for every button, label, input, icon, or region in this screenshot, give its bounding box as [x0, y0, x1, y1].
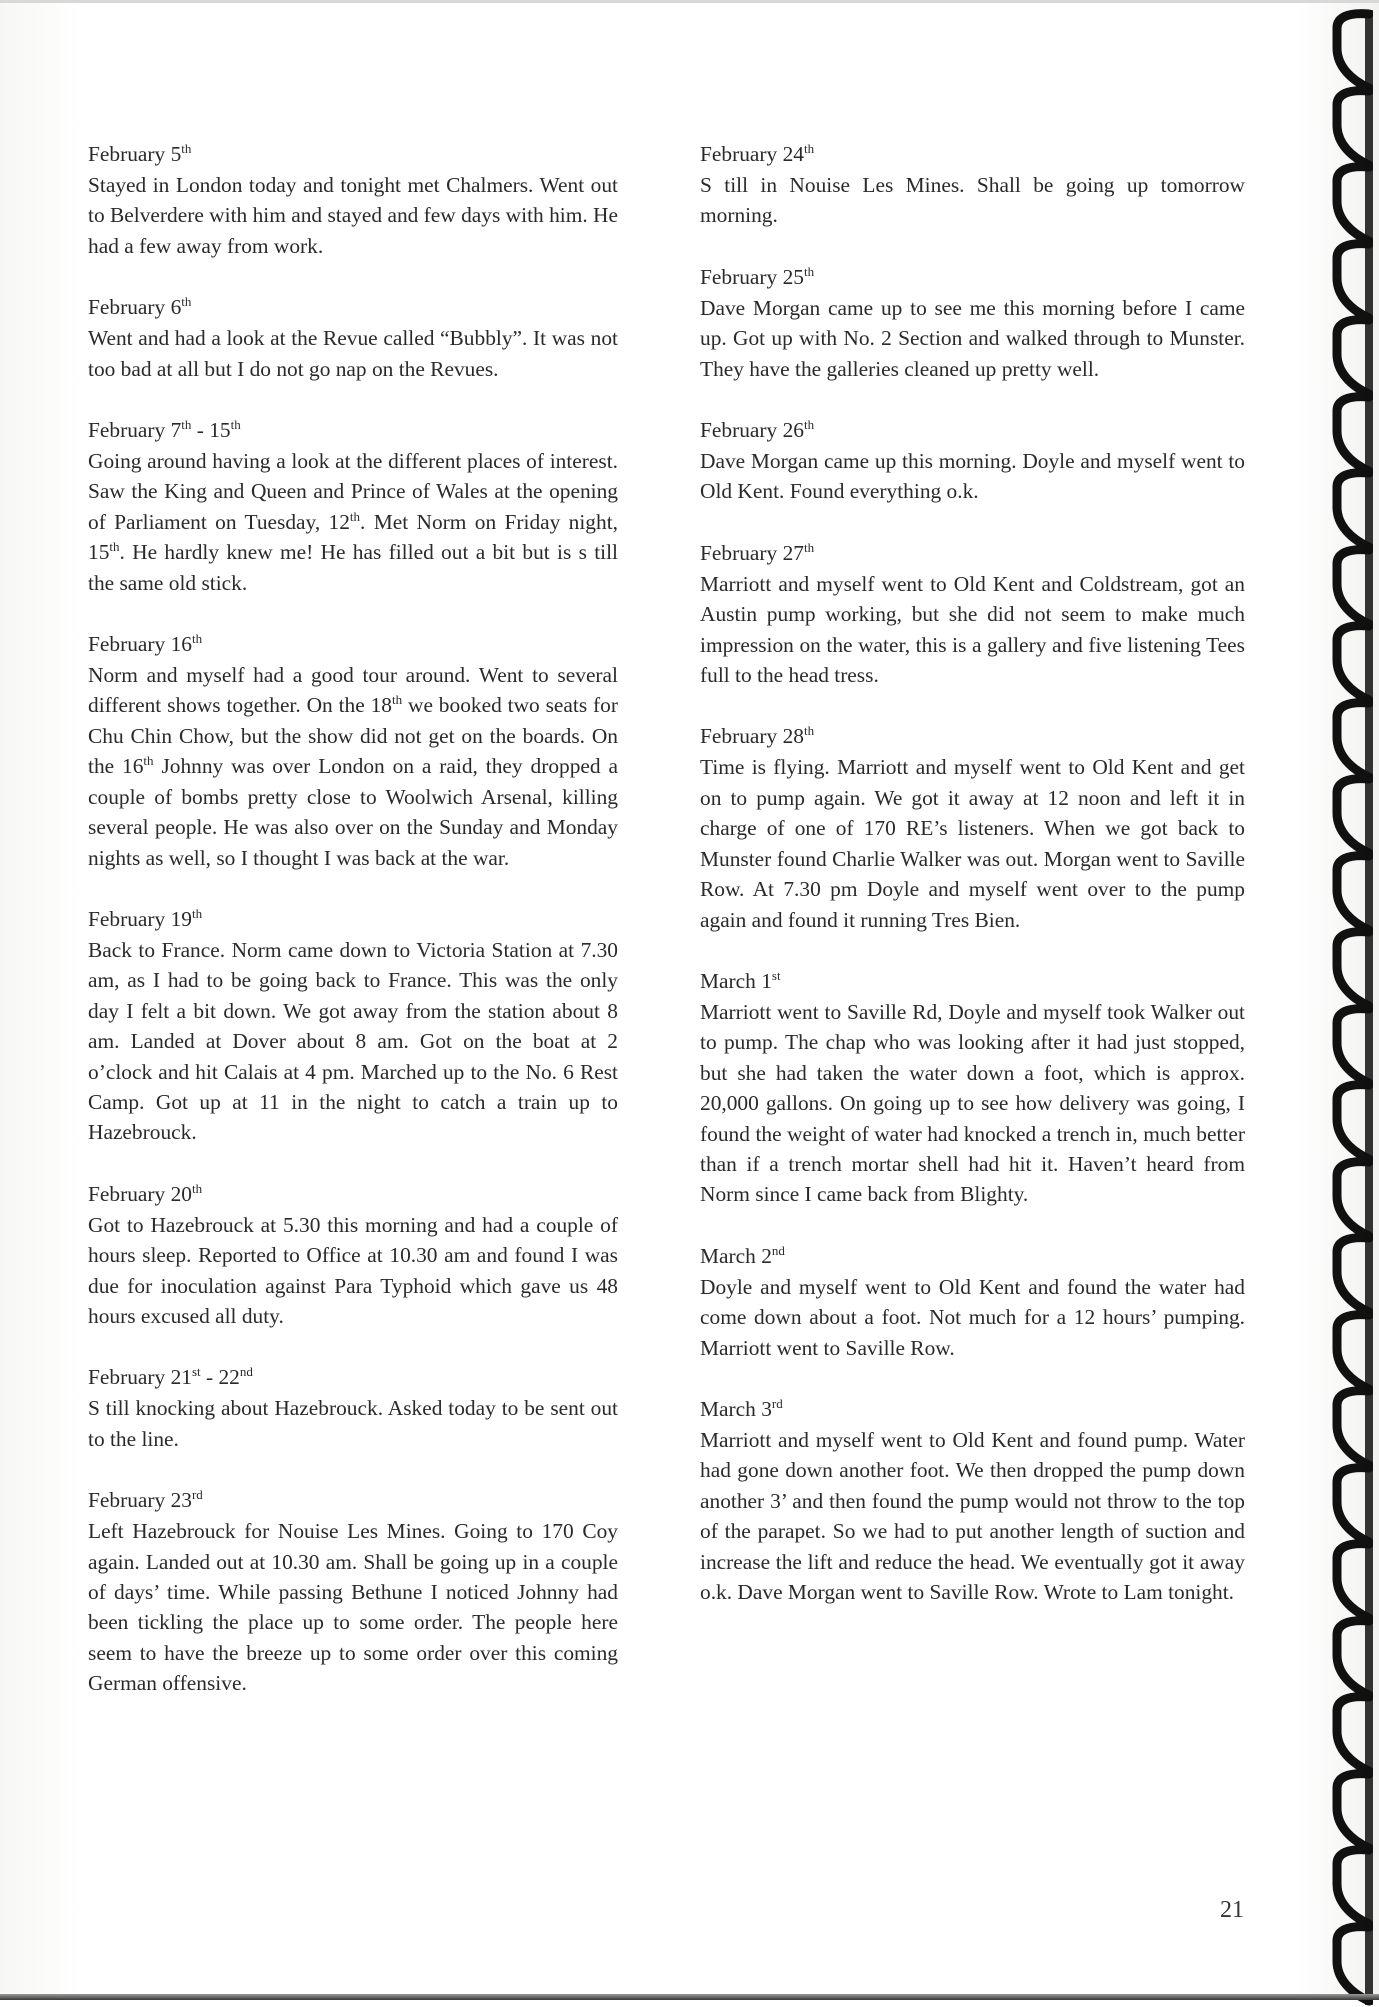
- binding-ring-icon: [1329, 926, 1373, 1012]
- entry-month: February: [700, 142, 778, 166]
- binding-ring-icon: [1329, 1462, 1373, 1548]
- entry-text: Dave Morgan came up this morning. Doyle and myself went to Old Kent. Found everything o.k.: [700, 449, 1245, 504]
- entry-month: March: [700, 1243, 756, 1268]
- entry-date: [88, 1178, 618, 1210]
- binding-ring-icon: [1329, 391, 1373, 477]
- entry-day-suffix: th: [191, 1180, 203, 1196]
- binding-ring-icon: [1329, 620, 1373, 706]
- binding-ring-icon: [1329, 314, 1373, 400]
- entry-text: [88, 660, 618, 873]
- entry-day-suffix: th: [191, 630, 203, 646]
- entry-month: February: [88, 1365, 166, 1390]
- entry-day: 5: [170, 142, 182, 166]
- entry-text-segment: Going around having a look at the different places of interest. Saw the King and Queen and Prince of Wales at the opening of Parliament on Tuesday, 12: [88, 449, 618, 534]
- entry-day-suffix: st: [191, 1364, 201, 1380]
- entry-text: Went and had a look at the Revue called “Bubbly”. It was not too bad at all but I do not go nap on the Revues.: [88, 326, 618, 381]
- entry-month: February: [88, 142, 166, 166]
- entry-date: [88, 628, 618, 660]
- binding-ring-icon: [1329, 1615, 1373, 1701]
- binding-ring-icon: [1329, 1232, 1373, 1318]
- entry-month: February: [88, 906, 166, 931]
- entry-text: Back to France. Norm came down to Victoria Station at 7.30 am, as I had to be going back to France. This was the only day I felt a bit down. We got away from the station about 8 am. Landed at Dover about 8 am. Got on the boat at 2 o’clock and hit Calais at 4 pm. Marched up to the No. 6 Rest Camp. Got up at 11 in the night to catch a train up to Hazebrouck.: [88, 937, 618, 1145]
- entry-text: Time is flying. Marriott and myself went to Old Kent and get on to pump again. We got it away at 12 noon and left it in charge of one of 170 RE’s listeners. When we got back to Munster found Charlie Walker was out. Morgan went to Saville Row. At 7.30 pm Doyle and myself went over to the pump again and found it running Tres Bien.: [700, 755, 1245, 932]
- entry-month: February: [88, 632, 166, 657]
- binding-ring-icon: [1329, 467, 1373, 553]
- entry-text-segment: . Met Norm on Friday night, 15: [88, 509, 618, 565]
- entry-day: 6: [170, 295, 182, 320]
- entry-text-segment: . He hardly knew me! He has filled out a bit but is s till the same old stick.: [88, 540, 618, 595]
- entry-day: 21: [170, 1365, 192, 1390]
- right-column: [700, 138, 1245, 1637]
- entry-date: [700, 138, 1245, 170]
- ordinal-suffix: th: [349, 508, 361, 524]
- entry-day-suffix: th: [181, 294, 192, 310]
- binding-ring-icon: [1329, 8, 1373, 94]
- diary-entry: [88, 903, 618, 1148]
- entry-text: S till in Nouise Les Mines. Shall be going up tomorrow morning.: [700, 173, 1245, 228]
- entry-day-suffix: th: [803, 416, 815, 432]
- diary-entry: [88, 291, 618, 384]
- entry-month: February: [700, 724, 778, 749]
- binding-ring-icon: [1329, 1844, 1373, 1930]
- entry-day-suffix: th: [803, 539, 815, 555]
- entry-day-suffix: st: [771, 967, 781, 983]
- entry-month: March: [700, 968, 756, 993]
- entry-month: February: [88, 295, 166, 320]
- diary-entry: [700, 965, 1245, 1210]
- entry-text-segment: Norm and myself had a good tour around. Went to several different shows together. On the 18: [88, 663, 618, 718]
- entry-date: [700, 1240, 1245, 1272]
- entry-date: [88, 1484, 618, 1516]
- entry-date: [88, 903, 618, 935]
- entry-date: [700, 1393, 1245, 1425]
- entry-date: [88, 1361, 618, 1393]
- entry-date: [88, 414, 618, 446]
- diary-entry: [700, 537, 1245, 691]
- entry-day: 23: [170, 1488, 192, 1513]
- ordinal-suffix: th: [109, 539, 120, 555]
- binding-ring-icon: [1329, 1538, 1373, 1624]
- entry-day: 20: [170, 1181, 192, 1206]
- entry-day: 7: [170, 418, 182, 443]
- entry-date: [700, 720, 1245, 752]
- entry-day: 2: [761, 1243, 772, 1268]
- binding-ring-icon: [1329, 1079, 1373, 1165]
- left-column: [88, 138, 618, 1729]
- entry-date: [700, 965, 1245, 997]
- spiral-binding: [1317, 0, 1379, 2000]
- entry-day: 3: [761, 1396, 772, 1421]
- entry-date: [88, 291, 618, 323]
- entry-day-suffix: th: [181, 140, 192, 156]
- diary-entry: [700, 720, 1245, 934]
- binding-ring-icon: [1329, 161, 1373, 247]
- ordinal-suffix: th: [143, 753, 154, 769]
- entry-day-suffix: rd: [771, 1395, 783, 1411]
- entry-date: [700, 414, 1245, 446]
- entry-month: February: [88, 1488, 166, 1513]
- binding-ring-icon: [1329, 1309, 1373, 1395]
- page-number: 21: [1220, 1897, 1244, 1923]
- diary-entry: [88, 414, 618, 598]
- entry-month: February: [700, 264, 778, 289]
- binding-ring-icon: [1329, 697, 1373, 783]
- entry-day-suffix: th: [803, 723, 815, 739]
- entry-day-suffix: th: [181, 416, 192, 432]
- entry-text: Got to Hazebrouck at 5.30 this morning and had a couple of hours sleep. Reported to Office at 10.30 am and found I was due for inoculation against Para Typhoid which gave us 48 hours excused all duty.: [88, 1212, 618, 1328]
- entry-day-end-suffix: nd: [239, 1364, 253, 1380]
- entry-day: 28: [782, 724, 804, 749]
- entry-text-segment: we booked two seats for Chu Chin Chow, but the show did not get on the boards. On the 16: [88, 693, 618, 779]
- binding-ring-icon: [1329, 1003, 1373, 1089]
- date-range-separator: -: [191, 418, 210, 443]
- diary-entry: [700, 1393, 1245, 1607]
- binding-ring-icon: [1329, 1768, 1373, 1854]
- binding-ring-icon: [1329, 850, 1373, 936]
- entry-day-end: 22: [218, 1365, 240, 1390]
- entry-day-suffix: th: [803, 263, 815, 279]
- date-range-separator: -: [200, 1365, 219, 1390]
- entry-month: March: [700, 1396, 756, 1421]
- entry-text: Dave Morgan came up to see me this morning before I came up. Got up with No. 2 Section and walked through to Munster. They have the galleries cleaned up pretty well.: [700, 295, 1245, 381]
- diary-entry: [700, 138, 1245, 231]
- entry-text: Marriott and myself went to Old Kent and found pump. Water had gone down another foot. We then dropped the pump down another 3’ and then found the pump would not throw to the top of the parapet. So we had to put another length of suction and increase the lift and reduce the head. We eventually got it away o.k. Dave Morgan went to Saville Row. Wrote to Lam tonight.: [700, 1427, 1245, 1604]
- binding-ring-icon: [1329, 1691, 1373, 1777]
- entry-month: February: [88, 418, 166, 443]
- entry-day: 16: [170, 632, 192, 657]
- entry-text: Doyle and myself went to Old Kent and found the water had come down about a foot. Not much for a 12 hours’ pumping. Marriott went to Saville Row.: [700, 1274, 1245, 1360]
- binding-ring-icon: [1329, 1385, 1373, 1471]
- diary-entry: [700, 414, 1245, 507]
- entry-day-suffix: rd: [191, 1487, 203, 1503]
- binding-ring-icon: [1329, 238, 1373, 324]
- binding-ring-icon: [1329, 1156, 1373, 1242]
- page-bottom-edge: [0, 1994, 1379, 2000]
- entry-text: [88, 446, 618, 598]
- entry-text: Left Hazebrouck for Nouise Les Mines. Going to 170 Coy again. Landed out at 10.30 am. Shall be going up in a couple of days’ time. While passing Bethune I noticed Johnny had been tickling the place up to some order. The people here seem to have the breeze up to some order over this coming German offensive.: [88, 1519, 618, 1696]
- entry-day-end: 15: [209, 418, 231, 443]
- entry-day-suffix: nd: [771, 1242, 785, 1258]
- entry-month: February: [700, 540, 778, 565]
- page-top-edge: [0, 0, 1379, 3]
- diary-entry: [88, 138, 618, 261]
- entry-text: Stayed in London today and tonight met Chalmers. Went out to Belverdere with him and stayed and few days with him. He had a few away from work.: [88, 173, 618, 258]
- entry-date: [88, 138, 618, 170]
- entry-date: [700, 537, 1245, 569]
- entry-day: 27: [782, 540, 804, 565]
- diary-entry: [88, 628, 618, 873]
- entry-month: February: [700, 418, 778, 443]
- entry-month: February: [88, 1181, 166, 1206]
- binding-ring-icon: [1329, 773, 1373, 859]
- entry-text: Marriott went to Saville Rd, Doyle and myself took Walker out to pump. The chap who was looking after it had just stopped, but she had taken the water down a foot, which is approx. 20,000 gallons. On going up to see how delivery was going, I found the weight of water had knocked a trench in, much better than if a trench mortar shell had hit it. Haven’t heard from Norm since I came back from Blighty.: [700, 999, 1245, 1207]
- entry-day: 1: [761, 968, 772, 993]
- diary-entry: [700, 1240, 1245, 1363]
- entry-text: Marriott and myself went to Old Kent and Coldstream, got an Austin pump working, but she did not seem to make much impression on the water, this is a gallery and five listening Tees full to the head tress.: [700, 571, 1245, 688]
- entry-date: [700, 261, 1245, 293]
- diary-entry: [700, 261, 1245, 384]
- diary-entry: [88, 1178, 618, 1332]
- ordinal-suffix: th: [392, 692, 403, 708]
- diary-entry: [88, 1361, 618, 1454]
- entry-day: 19: [170, 906, 192, 931]
- binding-ring-icon: [1329, 544, 1373, 630]
- entry-day-suffix: th: [191, 905, 203, 921]
- binding-ring-icon: [1329, 85, 1373, 171]
- entry-text: S till knocking about Hazebrouck. Asked today to be sent out to the line.: [88, 1396, 618, 1451]
- entry-day: 26: [782, 418, 804, 443]
- entry-day-suffix: th: [803, 140, 815, 156]
- entry-day-end-suffix: th: [230, 416, 241, 432]
- entry-day: 24: [782, 142, 804, 166]
- entry-text-segment: Johnny was over London on a raid, they dropped a couple of bombs pretty close to Woolwich Arsenal, killing several people. He was also over on the Sunday and Monday nights as well, so I thought I was back at the war.: [88, 754, 619, 870]
- diary-entry: [88, 1484, 618, 1698]
- entry-day: 25: [782, 264, 804, 289]
